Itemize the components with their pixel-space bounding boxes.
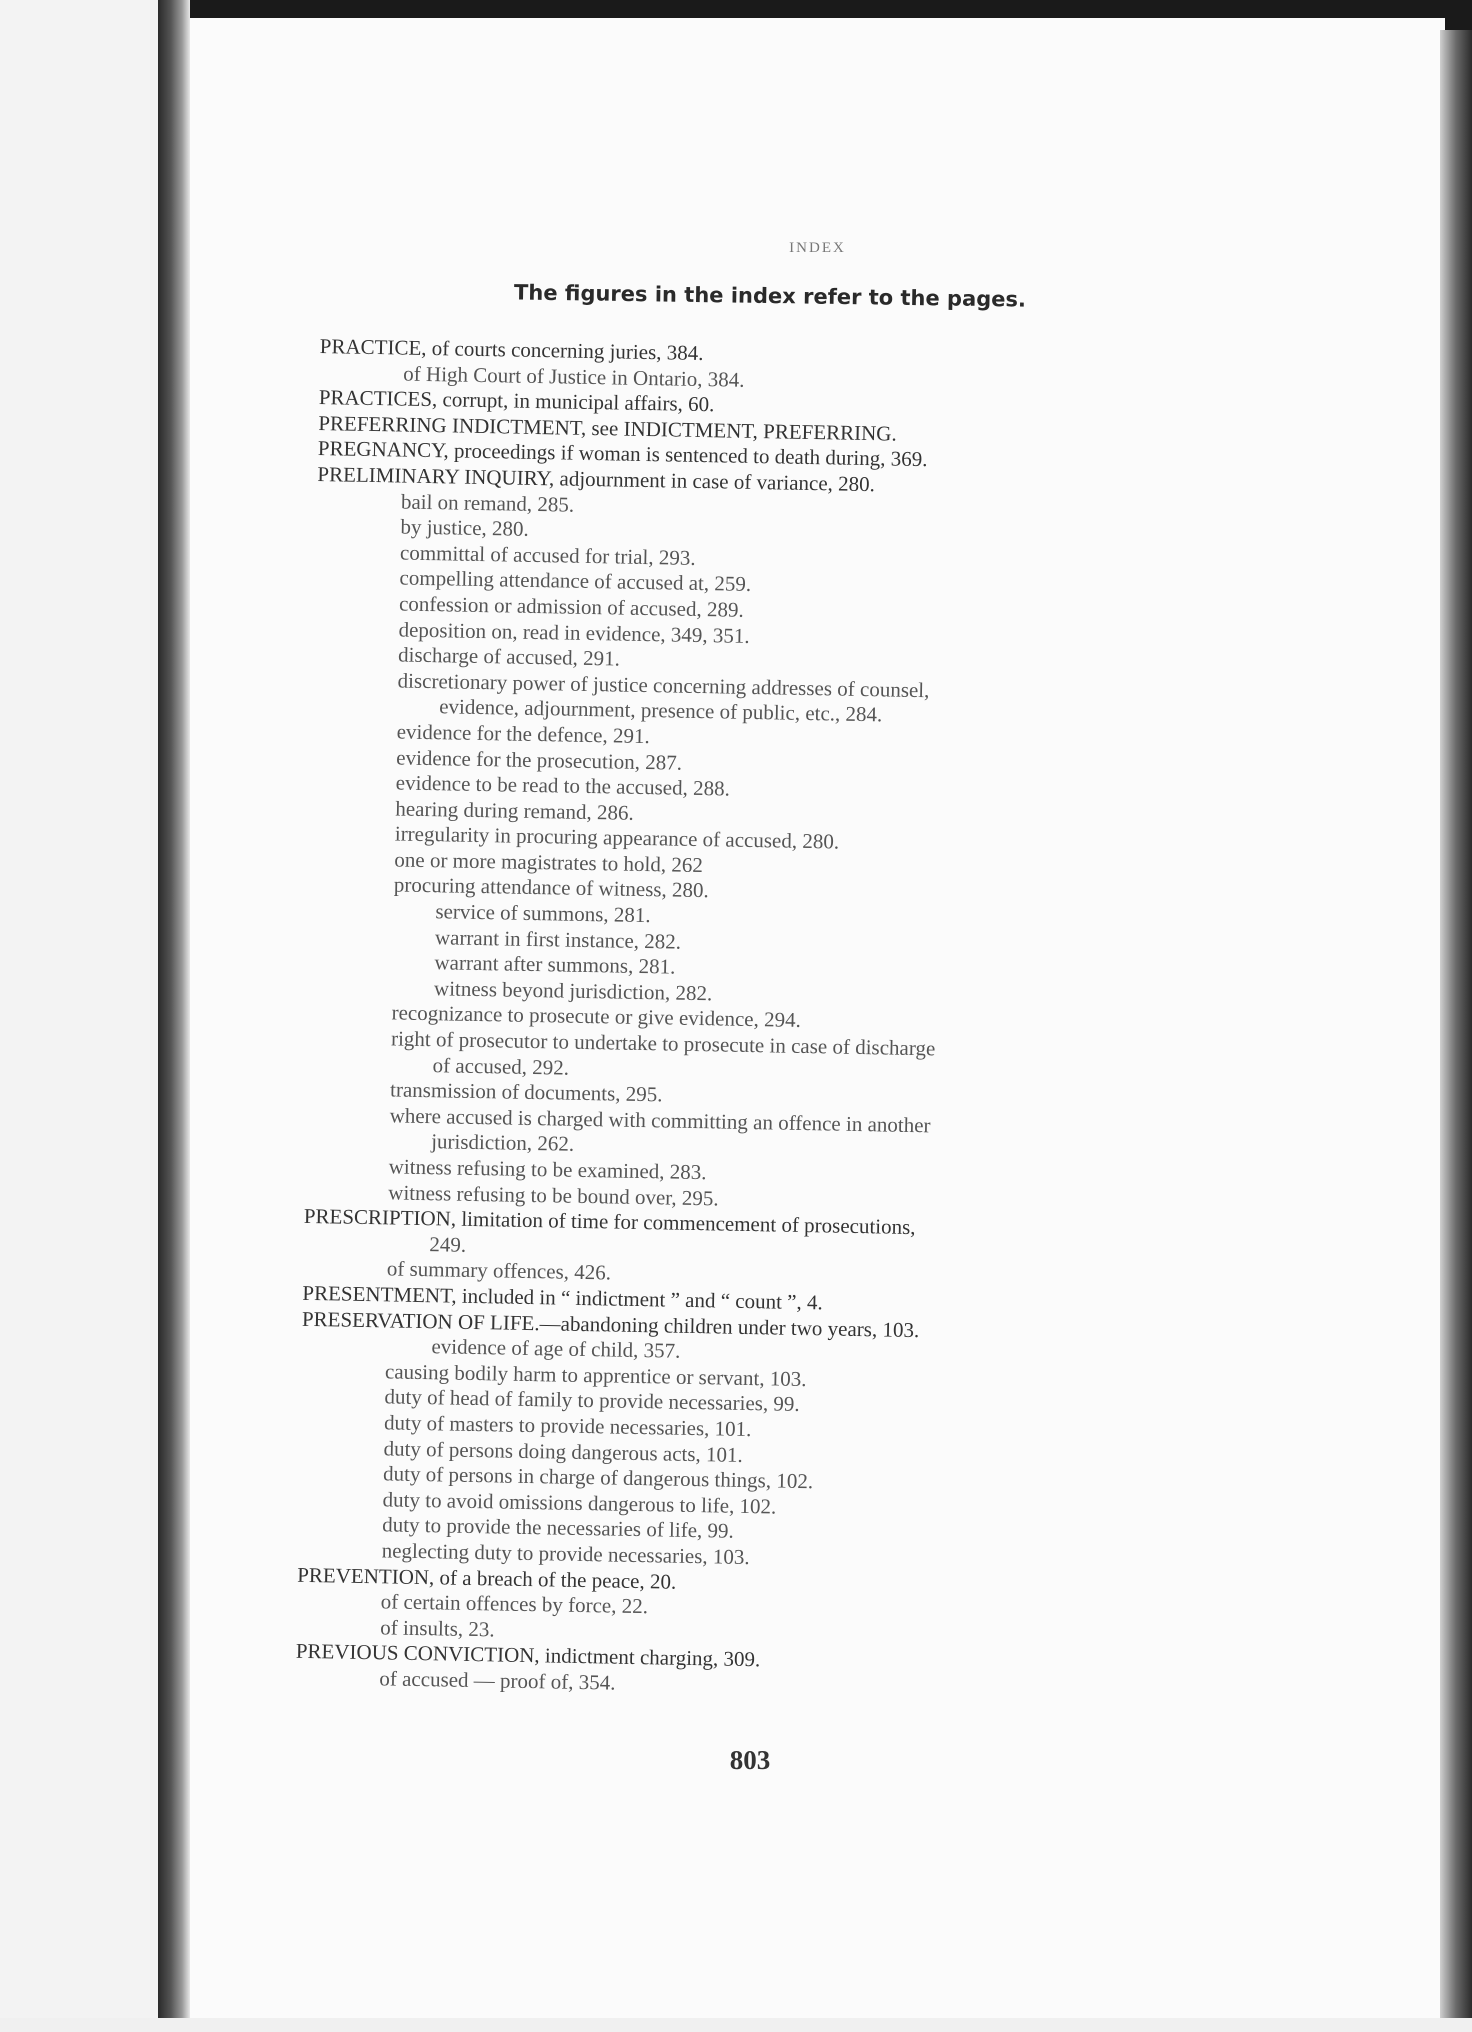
index-subentry: service of summons, 281. [435,899,651,928]
index-subentry: witness beyond jurisdiction, 282. [433,976,713,1006]
index-subentry: warrant in first instance, 282. [434,924,682,954]
index-subentry: right of prosecutor to undertake to prosecute in case of discharge [390,1026,936,1061]
index-subentry: of accused — proof of, 354. [379,1666,616,1695]
index-entry-heading: PREVIOUS CONVICTION, indictment charging, 309. [295,1639,761,1672]
index-entry-heading: PREVENTION, of a breach of the peace, 20. [297,1562,677,1594]
index-subentry: of insults, 23. [380,1615,495,1642]
index-subentry: witness refusing to be examined, 283. [388,1154,707,1185]
index-subentry: compelling attendance of accused at, 259. [399,565,752,597]
index-subentry: discharge of accused, 291. [397,642,621,671]
running-head: INDEX [789,240,846,256]
index-subentry: of High Court of Justice in Ontario, 384. [403,361,745,392]
index-subentry: committal of accused for trial, 293. [399,540,696,570]
index-entry-heading: PREFERRING INDICTMENT, see INDICTMENT, PREFERRING. [318,410,897,446]
book-gutter [158,0,190,2032]
index-subentry: bail on remand, 285. [400,489,575,517]
index-subentry: duty of head of family to provide necessaries, 99. [384,1384,800,1417]
index-subentry: irregularity in procuring appearance of accused, 280. [394,821,840,854]
index-subentry: where accused is charged with committing an offence in another [389,1103,931,1138]
index-subentry: hearing during remand, 286. [395,796,635,825]
index-entry-heading: PREGNANCY, proceedings if woman is sentenced to death during, 369. [317,436,928,472]
facing-page [0,0,158,2032]
index-subentry: by justice, 280. [400,514,530,542]
index-subentry: of certain offences by force, 22. [380,1589,649,1619]
index-subentry: duty of persons doing dangerous acts, 101. [383,1435,744,1467]
index-subentry: duty to avoid omissions dangerous to life, 102. [382,1487,777,1519]
index-entry-heading: PRESCRIPTION, limitation of time for commencement of prosecutions, [303,1204,916,1240]
index-subentry: neglecting duty to provide necessaries, 103. [381,1538,750,1569]
index-subentry: evidence of age of child, 357. [431,1334,681,1363]
index-subentry: causing bodily harm to apprentice or servant, 103. [384,1359,807,1391]
index-subentry: evidence for the prosecution, 287. [396,744,683,775]
index-subentry: evidence, adjournment, presence of public, etc., 284. [438,694,883,727]
index-entry-heading: PRACTICE, of courts concerning juries, 384. [319,334,704,366]
index-subentry: jurisdiction, 262. [430,1129,575,1157]
index-subentry: one or more magistrates to hold, 262 [394,847,704,877]
index-subentry: 249. [429,1231,467,1257]
index-subentry: duty of masters to provide necessaries, 101. [383,1410,752,1442]
index-subentry: evidence for the defence, 291. [396,719,650,749]
index-subentry: witness refusing to be bound over, 295. [388,1179,719,1211]
page-edge-shadow [1440,30,1472,2032]
index-subentry: evidence to be read to the accused, 288. [395,770,731,801]
index-subentry: confession or admission of accused, 289. [398,591,744,622]
index-entry-heading: PRELIMINARY INQUIRY, adjournment in case of variance, 280. [317,461,876,497]
index-entries [295,334,1200,1706]
index-subentry: transmission of documents, 295. [389,1077,663,1107]
index-subentry: of summary offences, 426. [386,1256,612,1285]
index-subentry: recognizance to prosecute or give evidence, 294. [391,1000,802,1033]
index-entry-heading: PRESERVATION OF LIFE.—abandoning children under two years, 103. [301,1306,920,1342]
index-subentry: duty to provide the necessaries of life, 99. [381,1512,735,1544]
index-subentry: of accused, 292. [432,1052,570,1080]
index-subentry: deposition on, read in evidence, 349, 351. [398,617,750,648]
page-bottom-edge [0,2018,1472,2032]
index-subentry: discretionary power of justice concerning addresses of counsel, [397,668,930,702]
index-subentry: duty of persons in charge of dangerous things, 102. [382,1461,814,1494]
index-note: The figures in the index refer to the pages. [513,280,1027,312]
index-subentry: warrant after summons, 281. [434,950,676,979]
index-entry-heading: PRESENTMENT, included in “ indictment ” and “ count ”, 4. [302,1280,823,1315]
page-number: 803 [729,1745,771,1775]
index-subentry: procuring attendance of witness, 280. [393,872,710,903]
index-entry-heading: PRACTICES, corrupt, in municipal affairs, 60. [318,385,715,417]
